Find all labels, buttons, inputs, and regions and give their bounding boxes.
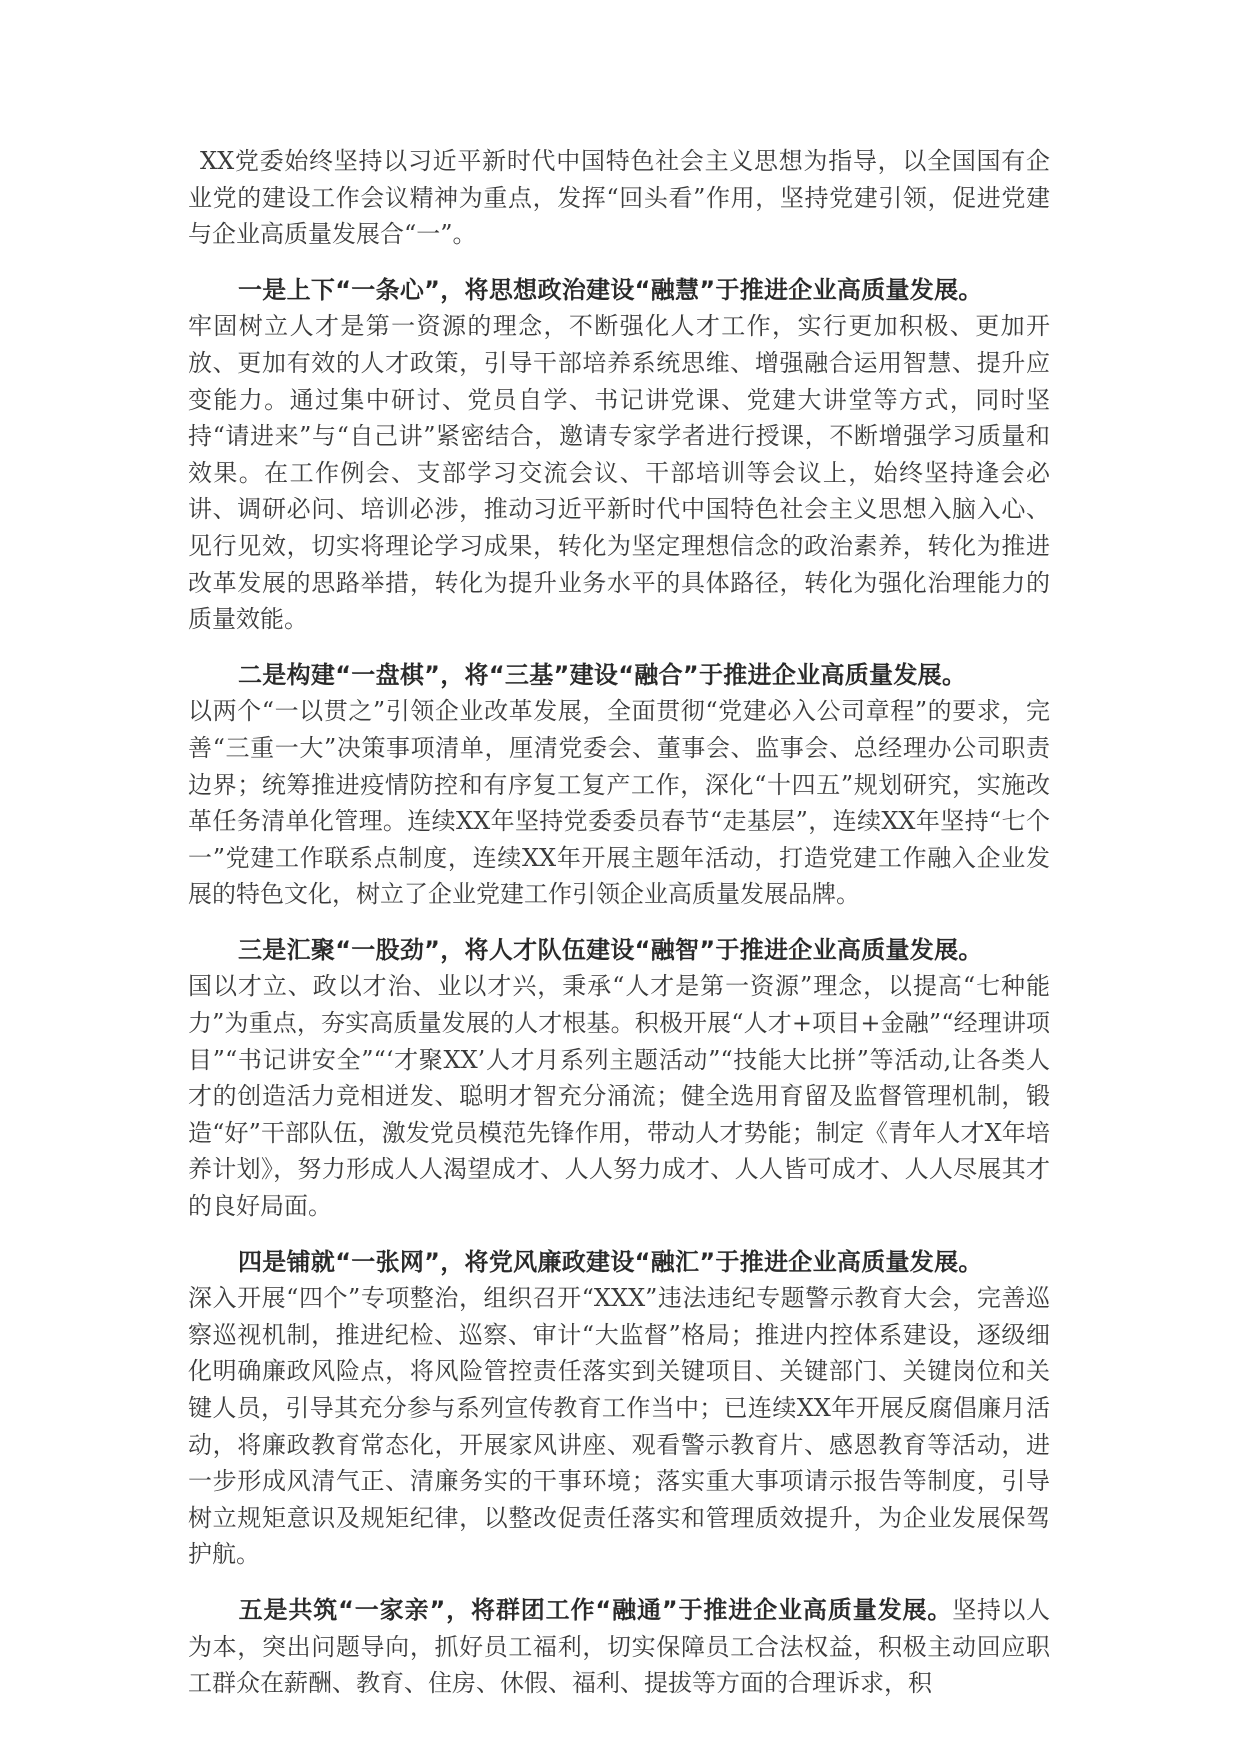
section-1-body: 牢固树立人才是第一资源的理念，不断强化人才工作，实行更加积极、更加开放、更加有效的人才政策，引导干部培养系统思维、增强融合运用智慧、提升应变能力。通过集中研讨、党员自学、书记讲党课、党建大讲堂等方式，同时坚持“请进来”与“自己讲”紧密结合，邀请专家学者进行授课，不断增强学习质量和效果。在工作例会、支部学习交流会议、干部培训等会议上，始终坚持逢会必讲、调研必问、培训必涉，推动习近平新时代中国特色社会主义思想入脑入心、见行见效，切实将理论学习成果，转化为坚定理想信念的政治素养，转化为推进改革发展的思路举措，转化为提升业务水平的具体路径，转化为强化治理能力的质量效能。 [188, 312, 1050, 634]
section-3-paragraph [188, 932, 1050, 1225]
section-2-heading: 二是构建“一盘棋”，将“三基”建设“融合”于推进企业高质量发展。 [238, 660, 967, 689]
intro-paragraph [188, 143, 1050, 253]
section-2-paragraph [188, 657, 1050, 913]
section-1-paragraph [188, 272, 1050, 638]
section-3-heading: 三是汇聚“一股劲”，将人才队伍建设“融智”于推进企业高质量发展。 [238, 935, 983, 964]
section-1-heading: 一是上下“一条心”，将思想政治建设“融慧”于推进企业高质量发展。 [238, 275, 983, 304]
section-4-paragraph [188, 1244, 1050, 1573]
section-5-paragraph [188, 1592, 1050, 1702]
section-4-body: 深入开展“四个”专项整治，组织召开“XXX”违法违纪专题警示教育大会，完善巡察巡视机制，推进纪检、巡察、审计“大监督”格局；推进内控体系建设，逐级细化明确廉政风险点，将风险管控责任落实到关键项目、关键部门、关键岗位和关键人员，引导其充分参与系列宣传教育工作当中；已连续XX年开展反腐倡廉月活动，将廉政教育常态化，开展家风讲座、观看警示教育片、感恩教育等活动，进一步形成风清气正、清廉务实的干事环境；落实重大事项请示报告等制度，引导树立规矩意识及规矩纪律，以整改促责任落实和管理质效提升，为企业发展保驾护航。 [188, 1284, 1050, 1569]
section-4-heading: 四是铺就“一张网”，将党风廉政建设“融汇”于推进企业高质量发展。 [238, 1247, 983, 1276]
intro-text: XX党委始终坚持以习近平新时代中国特色社会主义思想为指导，以全国国有企业党的建设工作会议精神为重点，发挥“回头看”作用，坚持党建引领，促进党建与企业高质量发展合“一”。 [188, 147, 1050, 249]
section-5-heading: 五是共筑“一家亲”，将群团工作“融通”于推进企业高质量发展。 [238, 1595, 953, 1624]
section-3-body: 国以才立、政以才治、业以才兴，秉承“人才是第一资源”理念，以提高“七种能力”为重点，夯实高质量发展的人才根基。积极开展“人才+项目+金融”“经理讲项目”“书记讲安全”“‘才聚XX’人才月系列主题活动”“技能大比拼”等活动,让各类人才的创造活力竞相迸发、聪明才智充分涌流；健全选用育留及监督管理机制，锻造“好”干部队伍，激发党员模范先锋作用，带动人才势能；制定《青年人才X年培养计划》，努力形成人人渴望成才、人人努力成才、人人皆可成才、人人尽展其才的良好局面。 [188, 972, 1050, 1221]
document-page [188, 143, 1050, 1721]
section-2-body: 以两个“一以贯之”引领企业改革发展，全面贯彻“党建必入公司章程”的要求，完善“三重一大”决策事项清单，厘清党委会、董事会、监事会、总经理办公司职责边界；统筹推进疫情防控和有序复工复产工作，深化“十四五”规划研究，实施改革任务清单化管理。连续XX年坚持党委委员春节“走基层”，连续XX年坚持“七个一”党建工作联系点制度，连续XX年开展主题年活动，打造党建工作融入企业发展的特色文化，树立了企业党建工作引领企业高质量发展品牌。 [188, 697, 1050, 909]
section-5-body: 坚持以人为本，突出问题导向，抓好员工福利，切实保障员工合法权益，积极主动回应职工群众在薪酬、教育、住房、休假、福利、提拔等方面的合理诉求，积 [188, 1595, 1051, 1698]
